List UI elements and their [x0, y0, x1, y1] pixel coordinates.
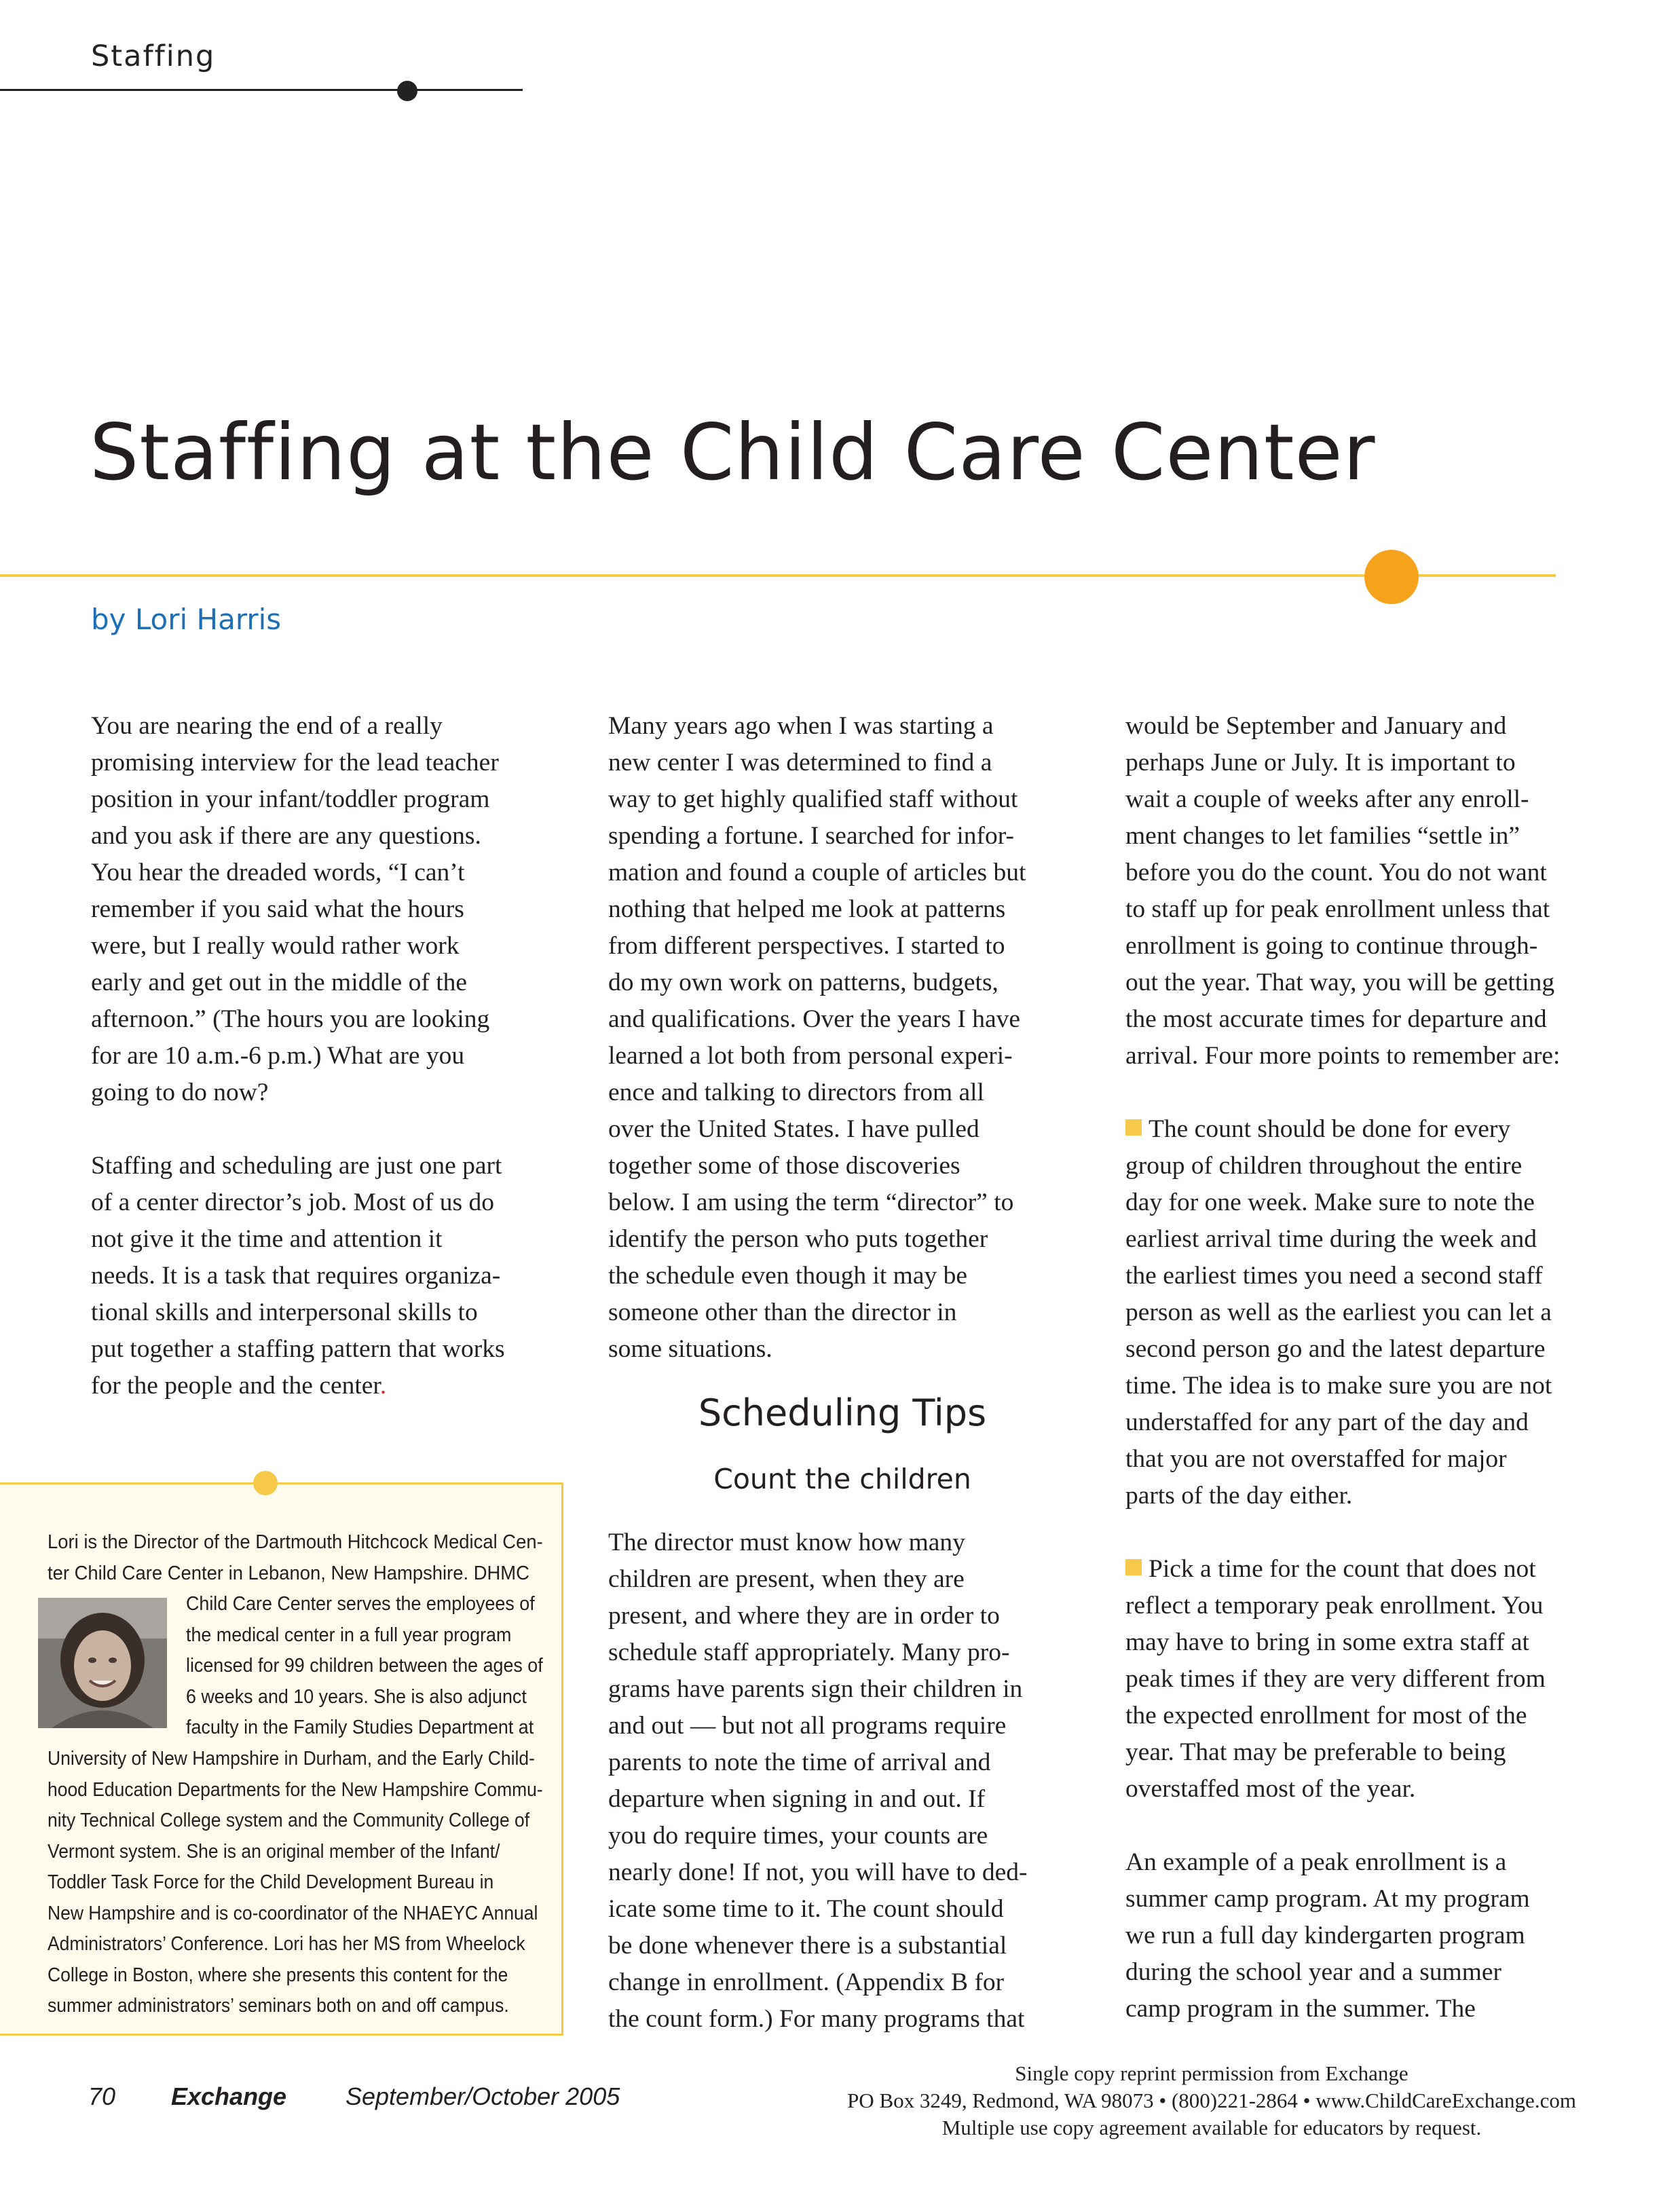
text-line-content: Pick a time for the count that does not — [1149, 1555, 1536, 1583]
section-label: Staffing — [91, 39, 216, 73]
text-line: person as well as the earliest you can let a — [1125, 1298, 1552, 1326]
text-line: some situations. — [608, 1335, 772, 1363]
text-line: The director must know how many — [608, 1529, 965, 1556]
column-3 — [1125, 708, 1614, 2027]
bio-line: Vermont system. She is an original member of the Infant/ — [48, 1840, 500, 1863]
square-bullet-icon — [1125, 1119, 1142, 1136]
text-line: ence and talking to directors from all — [608, 1079, 984, 1106]
text-line: camp program in the summer. The — [1125, 1995, 1476, 2023]
bio-text-top — [48, 1527, 543, 1589]
text-line: overstaffed most of the year. — [1125, 1775, 1416, 1803]
text-line — [91, 1368, 566, 1404]
text-line: before you do the count. You do not want — [1125, 859, 1547, 886]
text-line: spending a fortune. I searched for infor- — [608, 822, 1014, 850]
paragraph-gap — [1125, 1514, 1614, 1551]
text-line: the expected enrollment for most of the — [1125, 1702, 1527, 1729]
text-line: and you ask if there are any questions. — [91, 822, 481, 850]
text-line: someone other than the director in — [608, 1298, 957, 1326]
author-portrait-image — [38, 1598, 167, 1728]
square-bullet-icon — [1125, 1559, 1142, 1575]
bio-line: Toddler Task Force for the Child Development Bureau in — [48, 1871, 494, 1893]
text-line: new center I was determined to find a — [608, 749, 992, 777]
text-line: of a center director’s job. Most of us do — [91, 1189, 494, 1216]
text-line: nothing that helped me look at patterns — [608, 895, 1006, 923]
text-line: do my own work on patterns, budgets, — [608, 969, 998, 996]
bio-line: Child Care Center serves the employees of — [186, 1593, 535, 1615]
text-line: be done whenever there is a substantial — [608, 1932, 1007, 1960]
bullet-line — [1125, 1551, 1614, 1588]
text-line: schedule staff appropriately. Many pro- — [608, 1639, 1010, 1666]
text-line: learned a lot both from personal experi- — [608, 1042, 1013, 1070]
text-line: children are present, when they are — [608, 1565, 965, 1593]
text-line: summer camp program. At my program — [1125, 1885, 1530, 1913]
bio-line: nity Technical College system and the Community College of — [48, 1810, 530, 1831]
text-line: afternoon.” (The hours you are looking — [91, 1005, 490, 1033]
text-line: parents to note the time of arrival and — [608, 1748, 991, 1776]
text-line: icate some time to it. The count should — [608, 1895, 1004, 1923]
bio-text-bottom — [48, 1744, 543, 2022]
text-line: arrival. Four more points to remember are: — [1125, 1042, 1561, 1070]
text-line: during the school year and a summer — [1125, 1958, 1502, 1986]
paragraph-gap — [91, 1111, 566, 1148]
header-rule — [0, 89, 523, 91]
header-rule-dot — [397, 81, 417, 101]
bio-line: 6 weeks and 10 years. She is also adjunct — [186, 1685, 527, 1708]
text-line: grams have parents sign their children in — [608, 1675, 1023, 1703]
text-line: Many years ago when I was starting a — [608, 712, 994, 740]
paragraph-gap — [1125, 1808, 1614, 1844]
text-line-content: for the people and the center — [91, 1372, 380, 1400]
column-1 — [91, 708, 566, 1404]
bio-line: Lori is the Director of the Dartmouth Hitchcock Medical Cen- — [48, 1531, 543, 1553]
paragraph-gap — [1125, 1074, 1614, 1111]
text-line: day for one week. Make sure to note the — [1125, 1189, 1535, 1216]
issue-date: September/October 2005 — [346, 2082, 620, 2110]
reprint-line: Single copy reprint permission from Exchange — [1015, 2061, 1408, 2085]
bio-line: ter Child Care Center in Lebanon, New Hampshire. DHMC — [48, 1562, 529, 1584]
text-line: promising interview for the lead teacher — [91, 749, 499, 777]
text-line: nearly done! If not, you will have to ded- — [608, 1858, 1028, 1886]
text-line: tional skills and interpersonal skills to — [91, 1298, 478, 1326]
bio-line: the medical center in a full year program — [186, 1624, 512, 1646]
text-line: the earliest times you need a second staff — [1125, 1262, 1543, 1290]
text-line: and out — but not all programs require — [608, 1712, 1007, 1740]
text-line: together some of those discoveries — [608, 1152, 960, 1180]
column-2-continued — [608, 1524, 1097, 2038]
text-line: present, and where they are in order to — [608, 1602, 1000, 1630]
text-line: needs. It is a task that requires organiza- — [91, 1262, 501, 1290]
text-line: ment changes to let families “settle in” — [1125, 822, 1520, 850]
title-rule-dot — [1364, 550, 1419, 604]
text-line: may have to bring in some extra staff at — [1125, 1628, 1529, 1656]
page-folio — [88, 2082, 620, 2111]
text-line: reflect a temporary peak enrollment. You — [1125, 1592, 1544, 1620]
text-line: the schedule even though it may be — [608, 1262, 968, 1290]
text-line: position in your infant/toddler program — [91, 785, 490, 813]
article-title: Staffing at the Child Care Center — [90, 407, 1376, 498]
text-line: wait a couple of weeks after any enroll- — [1125, 785, 1529, 813]
text-line: time. The idea is to make sure you are not — [1125, 1372, 1552, 1400]
bio-line: licensed for 99 children between the ages of — [186, 1655, 543, 1677]
text-line: understaffed for any part of the day and — [1125, 1408, 1529, 1436]
bio-box-dot — [253, 1471, 278, 1495]
text-line: we run a full day kindergarten program — [1125, 1922, 1525, 1949]
text-line: parts of the day either. — [1125, 1482, 1353, 1510]
text-line: from different perspectives. I started to — [608, 932, 1005, 960]
text-line: You are nearing the end of a really — [91, 712, 443, 740]
text-line: to staff up for peak enrollment unless that — [1125, 895, 1550, 923]
bio-line: College in Boston, where she presents this content for the — [48, 1964, 508, 1986]
text-line: You hear the dreaded words, “I can’t — [91, 859, 465, 886]
bio-line: hood Education Departments for the New Hampshire Commu- — [48, 1778, 543, 1801]
bullet-line — [1125, 1111, 1614, 1148]
text-line: put together a staffing pattern that works — [91, 1335, 505, 1363]
page-number: 70 — [88, 2082, 116, 2110]
text-line-content: The count should be done for every — [1149, 1115, 1511, 1143]
column-2 — [608, 708, 1097, 1368]
text-line: the count form.) For many programs that — [608, 2005, 1025, 2033]
bio-line: New Hampshire and is co-coordinator of the NHAEYC Annual — [48, 1902, 538, 1924]
title-rule — [0, 574, 1556, 577]
text-line: earliest arrival time during the week and — [1125, 1225, 1537, 1253]
reprint-notice — [767, 2060, 1656, 2141]
text-line: the most accurate times for departure and — [1125, 1005, 1547, 1033]
text-line: enrollment is going to continue through- — [1125, 932, 1538, 960]
text-line: Staffing and scheduling are just one part — [91, 1152, 502, 1180]
text-line: mation and found a couple of articles but — [608, 859, 1026, 886]
text-line: over the United States. I have pulled — [608, 1115, 979, 1143]
byline: by Lori Harris — [91, 603, 282, 636]
text-line: peak times if they are very different from — [1125, 1665, 1546, 1693]
text-line: second person go and the latest departure — [1125, 1335, 1546, 1363]
author-photo — [38, 1598, 167, 1728]
text-line: change in enrollment. (Appendix B for — [608, 1968, 1005, 1996]
end-mark: . — [379, 1372, 387, 1400]
text-line: going to do now? — [91, 1079, 269, 1106]
text-line: below. I am using the term “director” to — [608, 1189, 1014, 1216]
text-line: year. That may be preferable to being — [1125, 1738, 1506, 1766]
text-line: way to get highly qualified staff without — [608, 785, 1018, 813]
text-line: perhaps June or July. It is important to — [1125, 749, 1516, 777]
text-line: An example of a peak enrollment is a — [1125, 1848, 1507, 1876]
text-line: identify the person who puts together — [608, 1225, 988, 1253]
bio-text-indented — [186, 1589, 543, 1744]
text-line: you do require times, your counts are — [608, 1822, 988, 1850]
text-line: not give it the time and attention it — [91, 1225, 443, 1253]
text-line: early and get out in the middle of the — [91, 969, 468, 996]
text-line: remember if you said what the hours — [91, 895, 464, 923]
text-line: were, but I really would rather work — [91, 932, 460, 960]
reprint-line: Multiple use copy agreement available for educators by request. — [941, 2116, 1482, 2139]
bio-line: summer administrators’ seminars both on and off campus. — [48, 1995, 509, 2017]
magazine-name: Exchange — [171, 2082, 287, 2110]
text-line: would be September and January and — [1125, 712, 1507, 740]
section-heading: Scheduling Tips — [698, 1391, 987, 1434]
section-subheading: Count the children — [713, 1463, 971, 1495]
text-line: for are 10 a.m.-6 p.m.) What are you — [91, 1042, 465, 1070]
text-line: and qualifications. Over the years I have — [608, 1005, 1021, 1033]
text-line: out the year. That way, you will be getting — [1125, 969, 1555, 996]
bio-line: Administrators’ Conference. Lori has her MS from Wheelock — [48, 1933, 525, 1955]
bio-line: faculty in the Family Studies Department at — [186, 1717, 534, 1738]
reprint-line: PO Box 3249, Redmond, WA 98073 • (800)221-2864 • www.ChildCareExchange.com — [847, 2089, 1576, 2112]
bio-line: University of New Hampshire in Durham, and the Early Child- — [48, 1748, 535, 1770]
text-line: departure when signing in and out. If — [608, 1785, 986, 1813]
text-line: group of children throughout the entire — [1125, 1152, 1523, 1180]
text-line: that you are not overstaffed for major — [1125, 1445, 1507, 1473]
